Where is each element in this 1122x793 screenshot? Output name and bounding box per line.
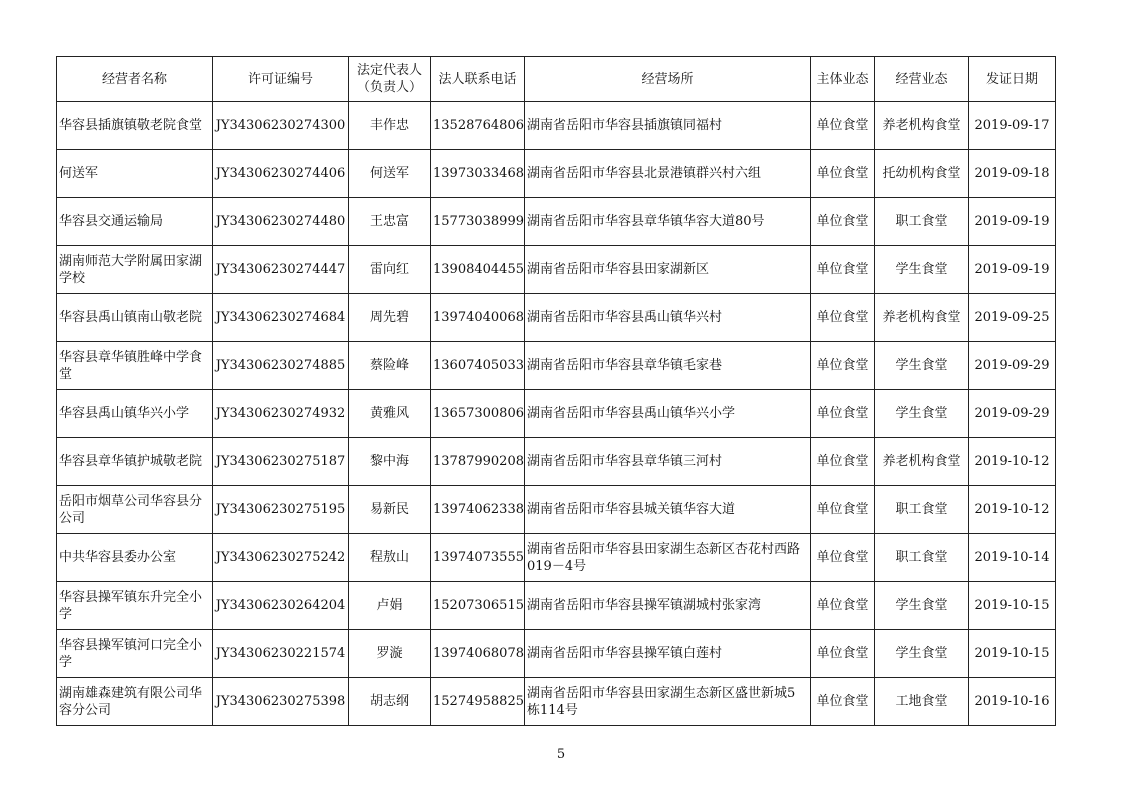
cell-address: 湖南省岳阳市华容县章华镇毛家巷 — [525, 342, 811, 390]
cell-legal-representative: 丰作忠 — [349, 102, 431, 150]
cell-legal-representative: 王忠富 — [349, 198, 431, 246]
cell-legal-representative: 何送军 — [349, 150, 431, 198]
cell-main-type: 单位食堂 — [811, 630, 875, 678]
cell-main-type: 单位食堂 — [811, 534, 875, 582]
cell-main-type: 单位食堂 — [811, 342, 875, 390]
table-row — [57, 534, 1056, 582]
header-main-type: 主体业态 — [811, 57, 875, 102]
cell-address: 湖南省岳阳市华容县章华镇三河村 — [525, 438, 811, 486]
cell-phone: 13974068078 — [431, 630, 525, 678]
header-issue-date: 发证日期 — [969, 57, 1056, 102]
cell-main-type: 单位食堂 — [811, 678, 875, 726]
cell-address: 湖南省岳阳市华容县章华镇华容大道80号 — [525, 198, 811, 246]
cell-license-number: JY34306230221574 — [213, 630, 349, 678]
cell-license-number: JY34306230274447 — [213, 246, 349, 294]
cell-operator-name: 湖南雄森建筑有限公司华容分公司 — [57, 678, 213, 726]
cell-operator-name: 华容县禹山镇南山敬老院 — [57, 294, 213, 342]
cell-address: 湖南省岳阳市华容县北景港镇群兴村六组 — [525, 150, 811, 198]
cell-address: 湖南省岳阳市华容县城关镇华容大道 — [525, 486, 811, 534]
cell-license-number: JY34306230274932 — [213, 390, 349, 438]
cell-business-type: 职工食堂 — [875, 486, 969, 534]
cell-legal-representative: 蔡险峰 — [349, 342, 431, 390]
cell-main-type: 单位食堂 — [811, 246, 875, 294]
cell-operator-name: 华容县禹山镇华兴小学 — [57, 390, 213, 438]
cell-legal-representative: 程敖山 — [349, 534, 431, 582]
cell-phone: 15773038999 — [431, 198, 525, 246]
cell-legal-representative: 胡志纲 — [349, 678, 431, 726]
cell-legal-representative: 罗漩 — [349, 630, 431, 678]
cell-phone: 13973033468 — [431, 150, 525, 198]
table-row — [57, 486, 1056, 534]
cell-issue-date: 2019-10-15 — [969, 630, 1056, 678]
table-row — [57, 198, 1056, 246]
cell-phone: 13908404455 — [431, 246, 525, 294]
cell-issue-date: 2019-10-12 — [969, 486, 1056, 534]
cell-main-type: 单位食堂 — [811, 390, 875, 438]
table-row — [57, 678, 1056, 726]
cell-business-type: 养老机构食堂 — [875, 102, 969, 150]
cell-phone: 13974073555 — [431, 534, 525, 582]
cell-license-number: JY34306230275242 — [213, 534, 349, 582]
cell-address: 湖南省岳阳市华容县操军镇白莲村 — [525, 630, 811, 678]
cell-operator-name: 岳阳市烟草公司华容县分公司 — [57, 486, 213, 534]
cell-license-number: JY34306230275195 — [213, 486, 349, 534]
cell-phone: 15207306515 — [431, 582, 525, 630]
cell-legal-representative: 黄雅风 — [349, 390, 431, 438]
header-operator-name: 经营者名称 — [57, 57, 213, 102]
cell-main-type: 单位食堂 — [811, 486, 875, 534]
cell-business-type: 学生食堂 — [875, 582, 969, 630]
table-row — [57, 102, 1056, 150]
cell-operator-name: 湖南师范大学附属田家湖学校 — [57, 246, 213, 294]
cell-operator-name: 中共华容县委办公室 — [57, 534, 213, 582]
cell-operator-name: 华容县操军镇东升完全小学 — [57, 582, 213, 630]
cell-issue-date: 2019-10-14 — [969, 534, 1056, 582]
cell-phone: 13974040068 — [431, 294, 525, 342]
cell-license-number: JY34306230274480 — [213, 198, 349, 246]
table-row — [57, 438, 1056, 486]
cell-legal-representative: 黎中海 — [349, 438, 431, 486]
cell-address: 湖南省岳阳市华容县田家湖生态新区杏花村西路019－4号 — [525, 534, 811, 582]
header-phone: 法人联系电话 — [431, 57, 525, 102]
cell-address: 湖南省岳阳市华容县田家湖新区 — [525, 246, 811, 294]
cell-legal-representative: 易新民 — [349, 486, 431, 534]
table-row — [57, 390, 1056, 438]
table-row — [57, 246, 1056, 294]
cell-phone: 13528764806 — [431, 102, 525, 150]
cell-issue-date: 2019-09-29 — [969, 342, 1056, 390]
cell-phone: 13657300806 — [431, 390, 525, 438]
cell-phone: 13607405033 — [431, 342, 525, 390]
cell-main-type: 单位食堂 — [811, 198, 875, 246]
cell-issue-date: 2019-09-19 — [969, 246, 1056, 294]
cell-phone: 13974062338 — [431, 486, 525, 534]
cell-address: 湖南省岳阳市华容县禹山镇华兴小学 — [525, 390, 811, 438]
cell-business-type: 学生食堂 — [875, 390, 969, 438]
cell-business-type: 托幼机构食堂 — [875, 150, 969, 198]
cell-business-type: 养老机构食堂 — [875, 294, 969, 342]
cell-issue-date: 2019-09-17 — [969, 102, 1056, 150]
cell-operator-name: 华容县操军镇河口完全小学 — [57, 630, 213, 678]
cell-issue-date: 2019-10-16 — [969, 678, 1056, 726]
header-business-type: 经营业态 — [875, 57, 969, 102]
cell-phone: 15274958825 — [431, 678, 525, 726]
cell-license-number: JY34306230275398 — [213, 678, 349, 726]
cell-issue-date: 2019-09-18 — [969, 150, 1056, 198]
table-row — [57, 294, 1056, 342]
table-body — [57, 102, 1056, 726]
cell-legal-representative: 周先碧 — [349, 294, 431, 342]
table-row — [57, 582, 1056, 630]
cell-license-number: JY34306230274684 — [213, 294, 349, 342]
cell-operator-name: 华容县章华镇护城敬老院 — [57, 438, 213, 486]
cell-operator-name: 华容县交通运输局 — [57, 198, 213, 246]
cell-business-type: 学生食堂 — [875, 246, 969, 294]
cell-address: 湖南省岳阳市华容县操军镇湖城村张家湾 — [525, 582, 811, 630]
cell-issue-date: 2019-09-19 — [969, 198, 1056, 246]
cell-business-type: 养老机构食堂 — [875, 438, 969, 486]
cell-main-type: 单位食堂 — [811, 582, 875, 630]
cell-business-type: 学生食堂 — [875, 342, 969, 390]
cell-issue-date: 2019-10-12 — [969, 438, 1056, 486]
cell-issue-date: 2019-10-15 — [969, 582, 1056, 630]
cell-business-type: 工地食堂 — [875, 678, 969, 726]
cell-business-type: 职工食堂 — [875, 534, 969, 582]
cell-address: 湖南省岳阳市华容县田家湖生态新区盛世新城5栋114号 — [525, 678, 811, 726]
cell-issue-date: 2019-09-29 — [969, 390, 1056, 438]
header-address: 经营场所 — [525, 57, 811, 102]
cell-license-number: JY34306230275187 — [213, 438, 349, 486]
cell-phone: 13787990208 — [431, 438, 525, 486]
cell-license-number: JY34306230264204 — [213, 582, 349, 630]
header-legal-representative: 法定代表人（负责人） — [349, 57, 431, 102]
cell-main-type: 单位食堂 — [811, 102, 875, 150]
cell-license-number: JY34306230274300 — [213, 102, 349, 150]
cell-legal-representative: 卢娟 — [349, 582, 431, 630]
cell-address: 湖南省岳阳市华容县禹山镇华兴村 — [525, 294, 811, 342]
cell-main-type: 单位食堂 — [811, 294, 875, 342]
cell-business-type: 职工食堂 — [875, 198, 969, 246]
cell-operator-name: 华容县插旗镇敬老院食堂 — [57, 102, 213, 150]
cell-business-type: 学生食堂 — [875, 630, 969, 678]
table-row — [57, 150, 1056, 198]
header-license-number: 许可证编号 — [213, 57, 349, 102]
page-number: 5 — [556, 747, 566, 762]
cell-legal-representative: 雷向红 — [349, 246, 431, 294]
cell-operator-name: 华容县章华镇胜峰中学食堂 — [57, 342, 213, 390]
header-row — [57, 57, 1056, 102]
cell-main-type: 单位食堂 — [811, 150, 875, 198]
license-table — [56, 56, 1056, 726]
cell-main-type: 单位食堂 — [811, 438, 875, 486]
table-row — [57, 630, 1056, 678]
cell-operator-name: 何送军 — [57, 150, 213, 198]
cell-issue-date: 2019-09-25 — [969, 294, 1056, 342]
cell-license-number: JY34306230274406 — [213, 150, 349, 198]
table-row — [57, 342, 1056, 390]
cell-license-number: JY34306230274885 — [213, 342, 349, 390]
cell-address: 湖南省岳阳市华容县插旗镇同福村 — [525, 102, 811, 150]
